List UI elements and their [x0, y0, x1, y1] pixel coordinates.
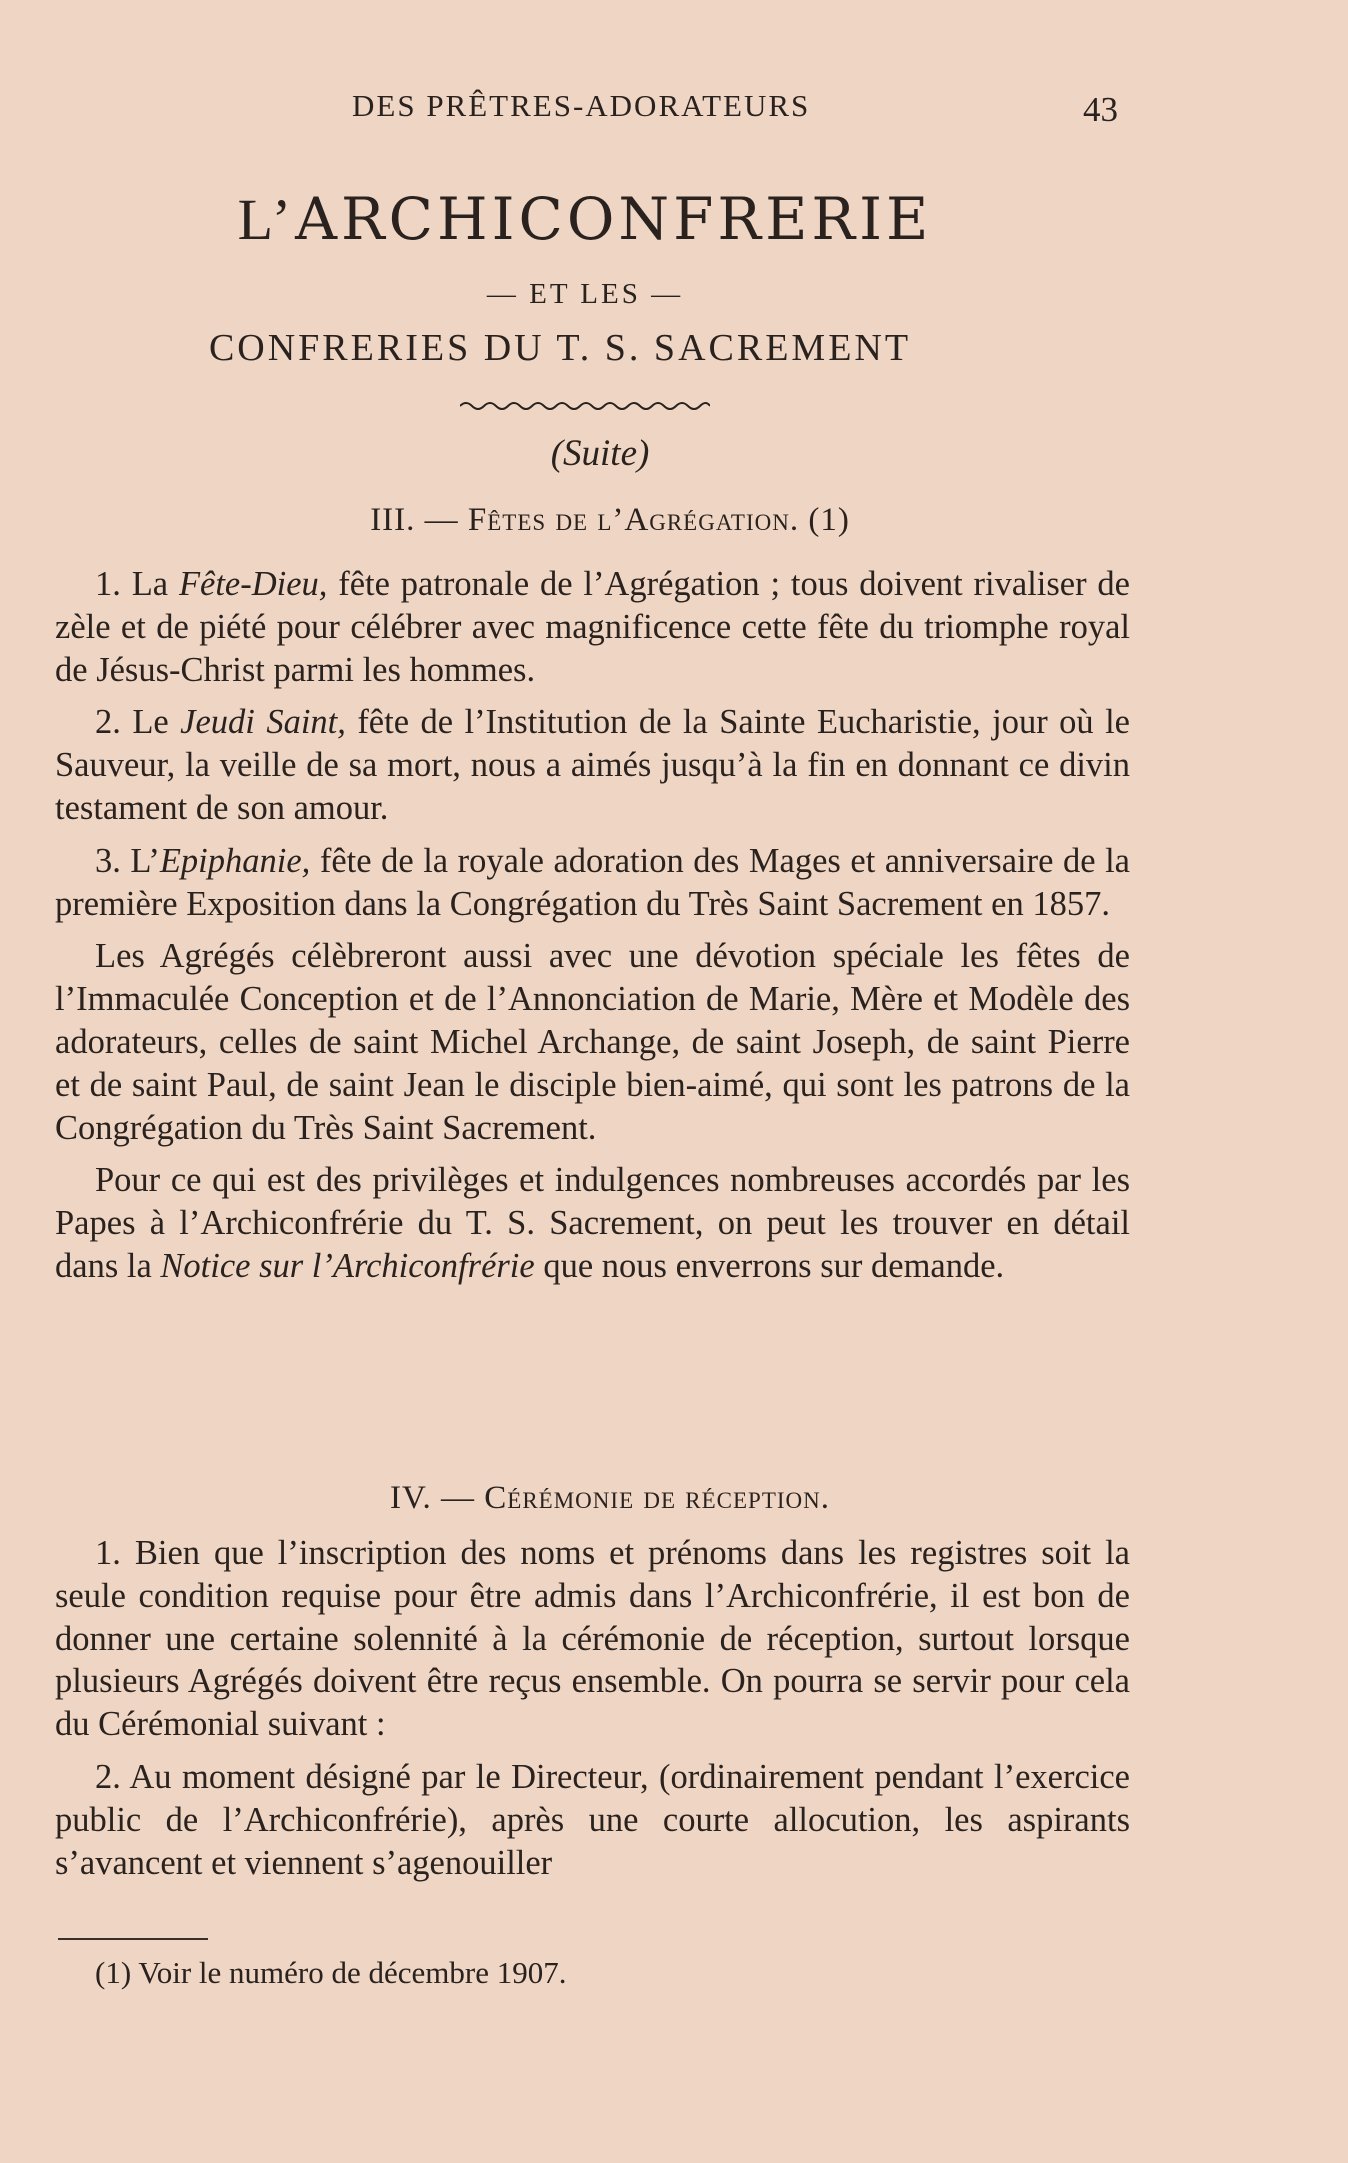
- running-head: DES PRÊTRES-ADORATEURS: [352, 88, 811, 123]
- paragraph-3: 3. L’Epiphanie, fête de la royale adoration des Mages et anniversaire de la première Exposition dans la Congrégation du Très Saint Sacrement en 1857.: [55, 841, 1130, 923]
- article-subtitle: — ET LES —: [486, 278, 684, 310]
- section-heading-3: III. — Fêtes de l’Agrégation. (1): [370, 502, 850, 538]
- title-prefix: L’: [237, 187, 296, 252]
- footnote: (1) Voir le numéro de décembre 1907.: [95, 1955, 567, 1990]
- paragraph-5: Pour ce qui est des privilèges et indulgences nombreuses accordés par les Papes à l’Archiconfrérie du T. S. Sacrement, on peut les trouver en détail dans la Notice sur l’Archiconfrérie que nous enverrons sur demande.: [55, 1161, 1130, 1285]
- footnote-rule: [58, 1938, 208, 1940]
- section-3-body: [55, 563, 1130, 1298]
- article-title: [0, 185, 1170, 253]
- paragraph-1: 1. La Fête-Dieu, fête patronale de l’Agrégation ; tous doivent rivaliser de zèle et de piété pour célébrer avec magnificence cette fête du triomphe royal de Jésus-Christ parmi les hommes.: [55, 565, 1130, 689]
- page-number: 43: [1083, 90, 1118, 129]
- section-heading-4: IV. — Cérémonie de réception.: [389, 1480, 831, 1516]
- paragraph-2: 2. Le Jeudi Saint, fête de l’Institution de la Sainte Eucharistie, jour où le Sauveur, la veille de sa mort, nous a aimés jusqu’à la fin en donnant ce divin testament de son amour.: [55, 703, 1130, 827]
- paragraph-7: 2. Au moment désigné par le Directeur, (ordinairement pendant l’exercice public de l’Archiconfrérie), après une courte allocution, les aspirants s’avancent et viennent s’agenouiller: [55, 1757, 1130, 1882]
- wavy-divider: [460, 398, 710, 414]
- paragraph-4: Les Agrégés célèbreront aussi avec une dévotion spéciale les fêtes de l’Immaculée Conception et de l’Annonciation de Marie, Mère et Modèle des adorateurs, celles de saint Michel Archange, de saint Joseph, de saint Pierre et de saint Paul, de saint Jean le disciple bien-aimé, qui sont les patrons de la Congrégation du Très Saint Sacrement.: [55, 937, 1130, 1147]
- title-ornate: ARCHICONFRERIE: [295, 185, 933, 253]
- section-4-body: [55, 1532, 1130, 1894]
- article-heading: CONFRERIES DU T. S. SACREMENT: [208, 327, 912, 369]
- paragraph-6: 1. Bien que l’inscription des noms et prénoms dans les registres soit la seule condition requise pour être admis dans l’Archiconfrérie, il est bon de donner une certaine solennité à la cérémonie de réception, surtout lorsque plusieurs Agrégés doivent être reçus ensemble. On pourra se servir pour cela du Cérémonial suivant :: [55, 1534, 1130, 1744]
- suite-label: (Suite): [550, 433, 650, 474]
